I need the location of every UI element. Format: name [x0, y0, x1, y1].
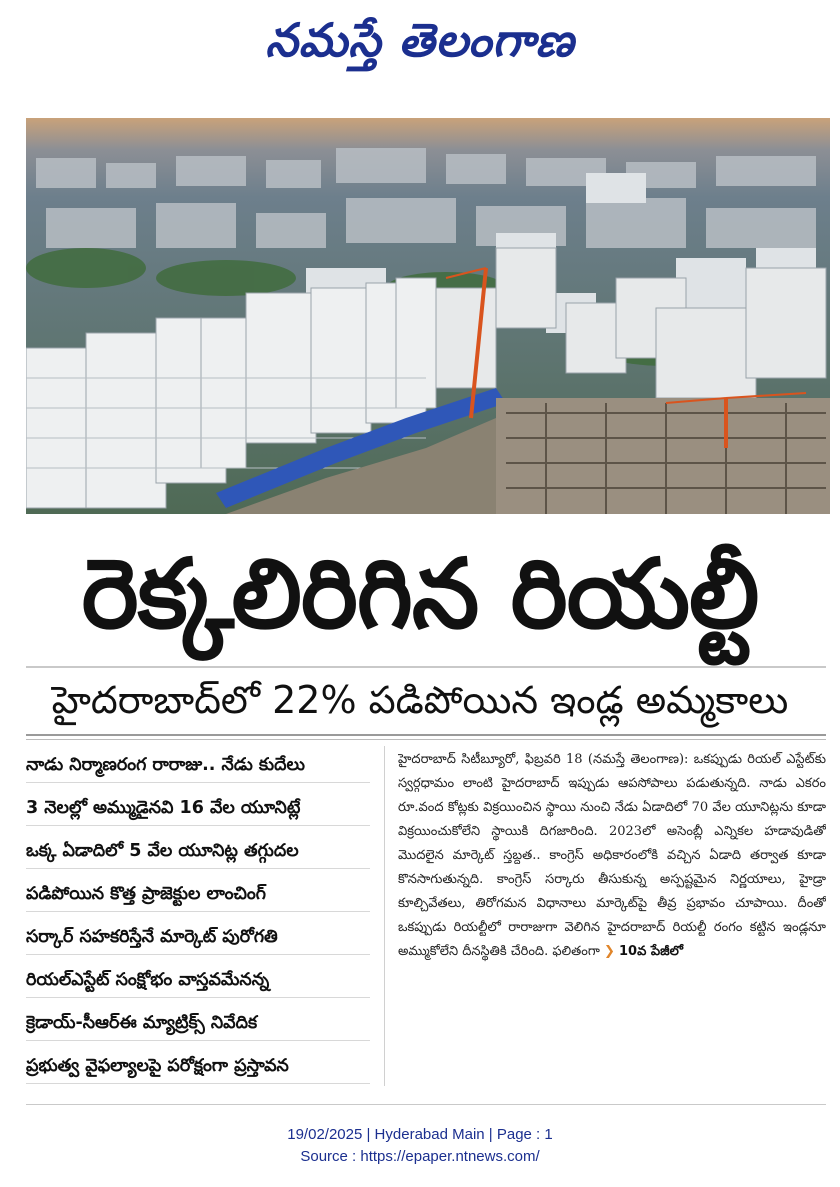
highlight-item: ప్రభుత్వ వైఫల్యాలపై పరోక్షంగా ప్రస్తావన	[26, 1049, 370, 1084]
article-body	[398, 748, 826, 1088]
subheadline: హైదరాబాద్‌లో 22% పడిపోయిన ఇండ్ల అమ్మకాలు	[51, 678, 789, 722]
highlight-item: రియల్‌ఎస్టేట్ సంక్షోభం వాస్తవమేనన్న	[26, 963, 370, 998]
footer	[0, 1124, 840, 1168]
highlight-item: ఒక్క ఏడాదిలో 5 వేల యూనిట్ల తగ్గుదల	[26, 834, 370, 869]
article-body-text: హైదరాబాద్ సిటీబ్యూరో, ఫిబ్రవరి 18 (నమస్తే తెలంగాణ): ఒకప్పుడు రియల్ ఎస్టేట్‌కు స్వర్గధామం లాంటి హైదరాబాద్ ఇప్పుడు ఆపసోపాలు పడుతున్నది. నాడు ఎకరం రూ.వంద కోట్లకు విక్రయించిన స్థాయి నుంచి నేడు ఏడాదిలో 70 వేల యూనిట్లను కూడా విక్రయించుకోలేని స్థాయికి దిగజారింది. 2023లో అసెంబ్లీ ఎన్నికల హడావుడితో మొదలైన మార్కెట్ స్తబ్దత.. కాంగ్రెస్ అధికారంలోకి వచ్చిన ఏడాది తర్వాత కూడా కొనసాగుతున్నది. కాంగ్రెస్ సర్కారు తీసుకున్న అస్పష్టమైన నిర్ణయాలు, హైడ్రా కూల్చివేతలు, తిరోగమన విధానాలు మార్కెట్‌పై తీవ్ర ప్రభావం చూపాయి. దీంతో ఒకప్పుడు రియల్టీలో రారాజుగా వెలిగిన హైదరాబాద్ రియల్టీ రంగం కట్టిన ఇండ్లనూ అమ్ముకోలేని దీనస్థితికి చేరింది. ఫలితంగా	[398, 752, 826, 959]
footer-source-line: Source : https://epaper.ntnews.com/	[300, 1148, 540, 1165]
highlight-item: నాడు నిర్మాణరంగ రారాజు.. నేడు కుదేలు	[26, 748, 370, 783]
headline: రెక్కలిరిగిన రియల్టీ	[81, 538, 759, 650]
footer-edition-line: 19/02/2025 | Hyderabad Main | Page : 1	[287, 1126, 553, 1143]
continued-on-page: 10వ పేజీలో	[619, 944, 683, 959]
city-skyline-photo	[26, 118, 830, 514]
divider	[26, 666, 826, 668]
divider	[26, 739, 826, 740]
highlight-item: పడిపోయిన కొత్త ప్రాజెక్టుల లాంచింగ్	[26, 877, 370, 912]
highlight-item: 3 నెలల్లో అమ్ముడైనవి 16 వేల యూనిట్లే	[26, 791, 370, 826]
masthead-title: నమస్తే తెలంగాణ	[265, 13, 575, 67]
highlight-item: క్రెడాయ్-సీఆర్ఈ మ్యాట్రిక్స్ నివేదిక	[26, 1006, 370, 1041]
column-divider	[384, 746, 385, 1086]
divider	[26, 734, 826, 736]
highlight-item: సర్కార్ సహకరిస్తేనే మార్కెట్ పురోగతి	[26, 920, 370, 955]
jump-arrow-icon: ❯	[603, 944, 615, 959]
highlights-list	[26, 748, 370, 1088]
divider	[26, 1104, 826, 1105]
